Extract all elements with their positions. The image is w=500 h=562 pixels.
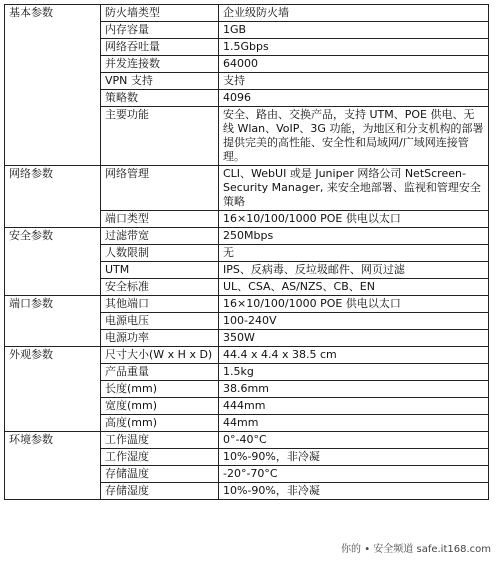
label-cell: 产品重量: [101, 364, 219, 381]
label-cell: 端口类型: [101, 211, 219, 228]
label-cell: UTM: [101, 262, 219, 279]
value-cell: 444mm: [219, 398, 489, 415]
value-cell: 安全、路由、交换产品，支持 UTM、POE 供电、无线 Wlan、VoIP、3G 功能，为地区和分支机构的部署提供完美的高性能、安全性和局域网/广域网连接管理。: [219, 107, 489, 166]
category-cell: 端口参数: [5, 296, 101, 347]
value-cell: CLI、WebUI 或是 Juniper 网络公司 NetScreen-Security Manager, 来安全地部署、监视和管理安全策略: [219, 166, 489, 211]
label-cell: 存储湿度: [101, 483, 219, 500]
value-cell: 4096: [219, 90, 489, 107]
label-cell: 存储温度: [101, 466, 219, 483]
category-cell: 外观参数: [5, 347, 101, 432]
label-cell: 宽度(mm): [101, 398, 219, 415]
table-row: [5, 228, 489, 245]
label-cell: 网络管理: [101, 166, 219, 211]
table-row: [5, 166, 489, 211]
value-cell: 250Mbps: [219, 228, 489, 245]
category-cell: 环境参数: [5, 432, 101, 500]
label-cell: 电源电压: [101, 313, 219, 330]
label-cell: 其他端口: [101, 296, 219, 313]
value-cell: 无: [219, 245, 489, 262]
label-cell: 长度(mm): [101, 381, 219, 398]
table-row: [5, 432, 489, 449]
watermark: 你的 • 安全频道 safe.it168.com: [338, 539, 494, 556]
value-cell: 64000: [219, 56, 489, 73]
label-cell: 并发连接数: [101, 56, 219, 73]
spec-table-body: [5, 5, 489, 500]
value-cell: 10%-90%，非冷凝: [219, 483, 489, 500]
label-cell: VPN 支持: [101, 73, 219, 90]
label-cell: 主要功能: [101, 107, 219, 166]
label-cell: 网络吞吐量: [101, 39, 219, 56]
label-cell: 过滤带宽: [101, 228, 219, 245]
label-cell: 工作温度: [101, 432, 219, 449]
value-cell: 0°-40°C: [219, 432, 489, 449]
table-row: [5, 5, 489, 22]
value-cell: UL、CSA、AS/NZS、CB、EN: [219, 279, 489, 296]
label-cell: 防火墙类型: [101, 5, 219, 22]
value-cell: 企业级防火墙: [219, 5, 489, 22]
value-cell: 1.5kg: [219, 364, 489, 381]
label-cell: 尺寸大小(W x H x D): [101, 347, 219, 364]
label-cell: 内存容量: [101, 22, 219, 39]
value-cell: IPS、反病毒、反垃圾邮件、网页过滤: [219, 262, 489, 279]
value-cell: 16×10/100/1000 POE 供电以太口: [219, 296, 489, 313]
value-cell: 1.5Gbps: [219, 39, 489, 56]
value-cell: -20°-70°C: [219, 466, 489, 483]
label-cell: 工作湿度: [101, 449, 219, 466]
table-row: [5, 296, 489, 313]
value-cell: 44mm: [219, 415, 489, 432]
category-cell: 安全参数: [5, 228, 101, 296]
label-cell: 策略数: [101, 90, 219, 107]
category-cell: 网络参数: [5, 166, 101, 228]
value-cell: 1GB: [219, 22, 489, 39]
value-cell: 10%-90%，非冷凝: [219, 449, 489, 466]
value-cell: 16×10/100/1000 POE 供电以太口: [219, 211, 489, 228]
label-cell: 高度(mm): [101, 415, 219, 432]
label-cell: 电源功率: [101, 330, 219, 347]
label-cell: 人数限制: [101, 245, 219, 262]
label-cell: 安全标准: [101, 279, 219, 296]
category-cell: 基本参数: [5, 5, 101, 166]
value-cell: 100-240V: [219, 313, 489, 330]
value-cell: 350W: [219, 330, 489, 347]
value-cell: 38.6mm: [219, 381, 489, 398]
table-row: [5, 347, 489, 364]
value-cell: 支持: [219, 73, 489, 90]
spec-table: [4, 4, 489, 500]
value-cell: 44.4 x 4.4 x 38.5 cm: [219, 347, 489, 364]
